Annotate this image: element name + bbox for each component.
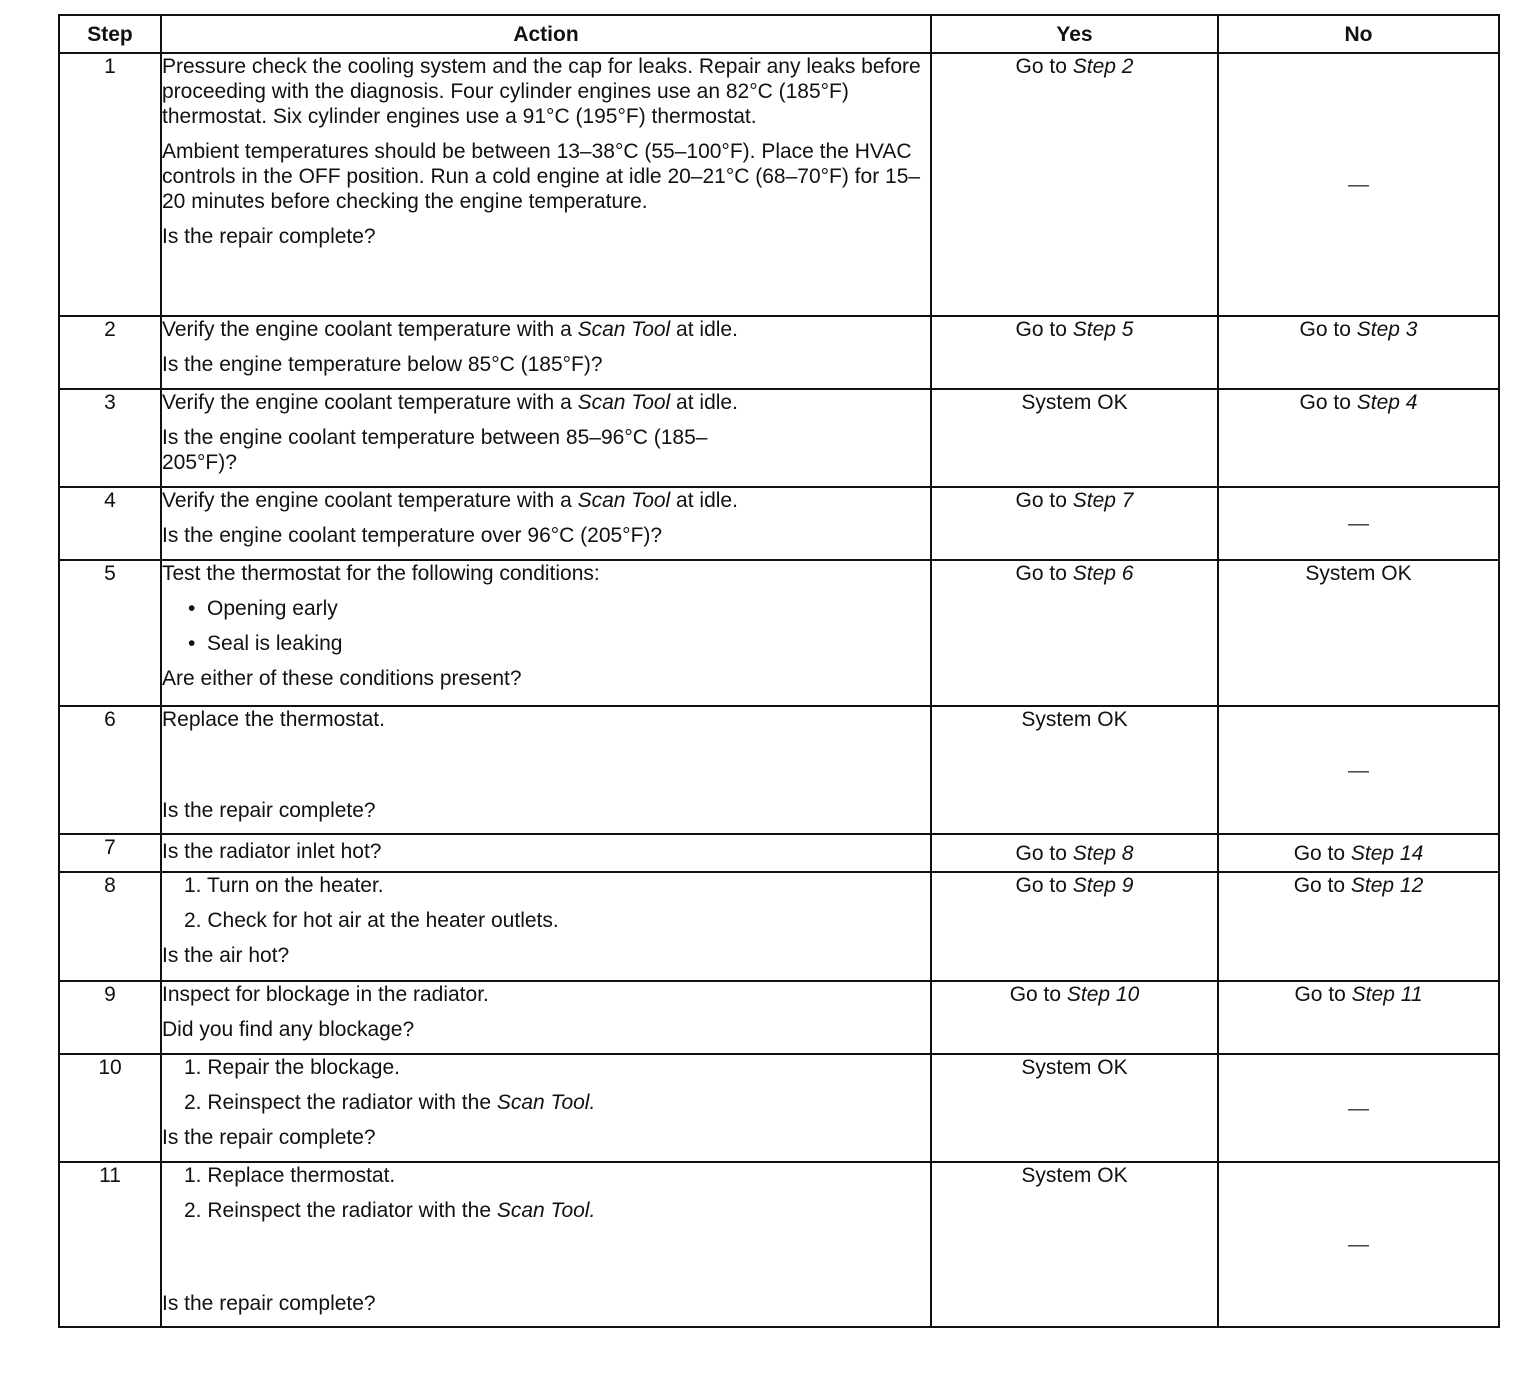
question-text: Is the repair complete?: [162, 1292, 376, 1315]
action-cell: [161, 53, 931, 316]
bullet-item: • Seal is leaking: [188, 632, 343, 655]
yes-cell: System OK: [931, 389, 1218, 487]
step-number: 1: [59, 53, 161, 316]
no-cell: —: [1218, 1054, 1499, 1162]
header-action: Action: [161, 15, 931, 53]
table-row: [59, 1162, 1499, 1327]
step-number: 4: [59, 487, 161, 560]
action-cell: [161, 872, 931, 981]
step-number: 3: [59, 389, 161, 487]
table-row: [59, 706, 1499, 834]
step-number: 11: [59, 1162, 161, 1327]
no-cell: Go to Step 12: [1218, 872, 1499, 981]
action-cell: [161, 981, 931, 1054]
action-text: Replace the thermostat.: [162, 708, 385, 731]
yes-cell: Go to Step 7: [931, 487, 1218, 560]
step-number: 5: [59, 560, 161, 706]
no-cell: System OK: [1218, 560, 1499, 706]
table-row: [59, 389, 1499, 487]
yes-cell: System OK: [931, 1162, 1218, 1327]
step-number: 8: [59, 872, 161, 981]
table-row: [59, 560, 1499, 706]
no-cell: Go to Step 11: [1218, 981, 1499, 1054]
question-text: Is the radiator inlet hot?: [162, 840, 382, 863]
numbered-item: 1. Replace thermostat.: [184, 1164, 396, 1187]
numbered-item: 1. Repair the blockage.: [184, 1056, 400, 1079]
question-text: Did you find any blockage?: [162, 1018, 415, 1041]
yes-cell: Go to Step 9: [931, 872, 1218, 981]
yes-cell: Go to Step 5: [931, 316, 1218, 389]
yes-cell: Go to Step 8: [931, 834, 1218, 872]
no-cell: —: [1218, 1162, 1499, 1327]
question-text: Is the engine coolant temperature over 96°C (205°F)?: [162, 524, 663, 547]
question-text: Is the repair complete?: [162, 1126, 376, 1149]
action-cell: [161, 560, 931, 706]
header-no: No: [1218, 15, 1499, 53]
step-number: 6: [59, 706, 161, 834]
no-cell: Go to Step 14: [1218, 834, 1499, 872]
no-cell: Go to Step 4: [1218, 389, 1499, 487]
step-number: 7: [59, 834, 161, 872]
table-row: [59, 872, 1499, 981]
table-row: [59, 834, 1499, 872]
action-cell: [161, 487, 931, 560]
question-text: Is the repair complete?: [162, 225, 376, 248]
table-row: [59, 53, 1499, 316]
table-row: [59, 981, 1499, 1054]
action-cell: [161, 834, 931, 872]
no-cell: Go to Step 3: [1218, 316, 1499, 389]
header-step: Step: [59, 15, 161, 53]
step-number: 2: [59, 316, 161, 389]
step-number: 10: [59, 1054, 161, 1162]
action-cell: [161, 706, 931, 834]
no-cell: —: [1218, 706, 1499, 834]
table-row: [59, 487, 1499, 560]
numbered-item: 1. Turn on the heater.: [184, 874, 384, 897]
question-text: Is the engine temperature below 85°C (185°F)?: [162, 353, 603, 376]
table-row: [59, 316, 1499, 389]
question-text: Is the engine coolant temperature between 85–96°C (185–205°F)?: [162, 426, 708, 474]
action-text: Verify the engine coolant temperature with a Scan Tool at idle.: [162, 489, 738, 512]
numbered-item: 2. Reinspect the radiator with the Scan Tool.: [184, 1199, 596, 1222]
action-text: Inspect for blockage in the radiator.: [162, 983, 489, 1006]
numbered-item: 2. Check for hot air at the heater outlets.: [184, 909, 559, 932]
bullet-item: • Opening early: [188, 597, 338, 620]
step-number: 9: [59, 981, 161, 1054]
action-text: Test the thermostat for the following conditions:: [162, 562, 600, 585]
header-row: [59, 15, 1499, 53]
question-text: Are either of these conditions present?: [162, 667, 522, 690]
question-text: Is the repair complete?: [162, 799, 376, 822]
action-cell: [161, 1054, 931, 1162]
yes-cell: Go to Step 2: [931, 53, 1218, 316]
no-cell: —: [1218, 53, 1499, 316]
action-text: Verify the engine coolant temperature with a Scan Tool at idle.: [162, 318, 738, 341]
no-cell: —: [1218, 487, 1499, 560]
action-cell: [161, 1162, 931, 1327]
diagnostic-table: [58, 14, 1500, 1328]
numbered-item: 2. Reinspect the radiator with the Scan Tool.: [184, 1091, 596, 1114]
yes-cell: Go to Step 10: [931, 981, 1218, 1054]
yes-cell: Go to Step 6: [931, 560, 1218, 706]
action-cell: [161, 389, 931, 487]
action-text: Pressure check the cooling system and the cap for leaks. Repair any leaks before proceeding with the diagnosis. Four cylinder engines use an 82°C (185°F) thermostat. Six cylinder engines use a 91°C (195°F) thermostat.: [162, 55, 921, 128]
yes-cell: System OK: [931, 706, 1218, 834]
action-text: Verify the engine coolant temperature with a Scan Tool at idle.: [162, 391, 738, 414]
question-text: Is the air hot?: [162, 944, 290, 967]
yes-cell: System OK: [931, 1054, 1218, 1162]
action-cell: [161, 316, 931, 389]
header-yes: Yes: [931, 15, 1218, 53]
action-text: Ambient temperatures should be between 13–38°C (55–100°F). Place the HVAC controls in the OFF position. Run a cold engine at idle 20–21°C (68–70°F) for 15–20 minutes before checking the engine temperature.: [162, 140, 921, 213]
table-row: [59, 1054, 1499, 1162]
